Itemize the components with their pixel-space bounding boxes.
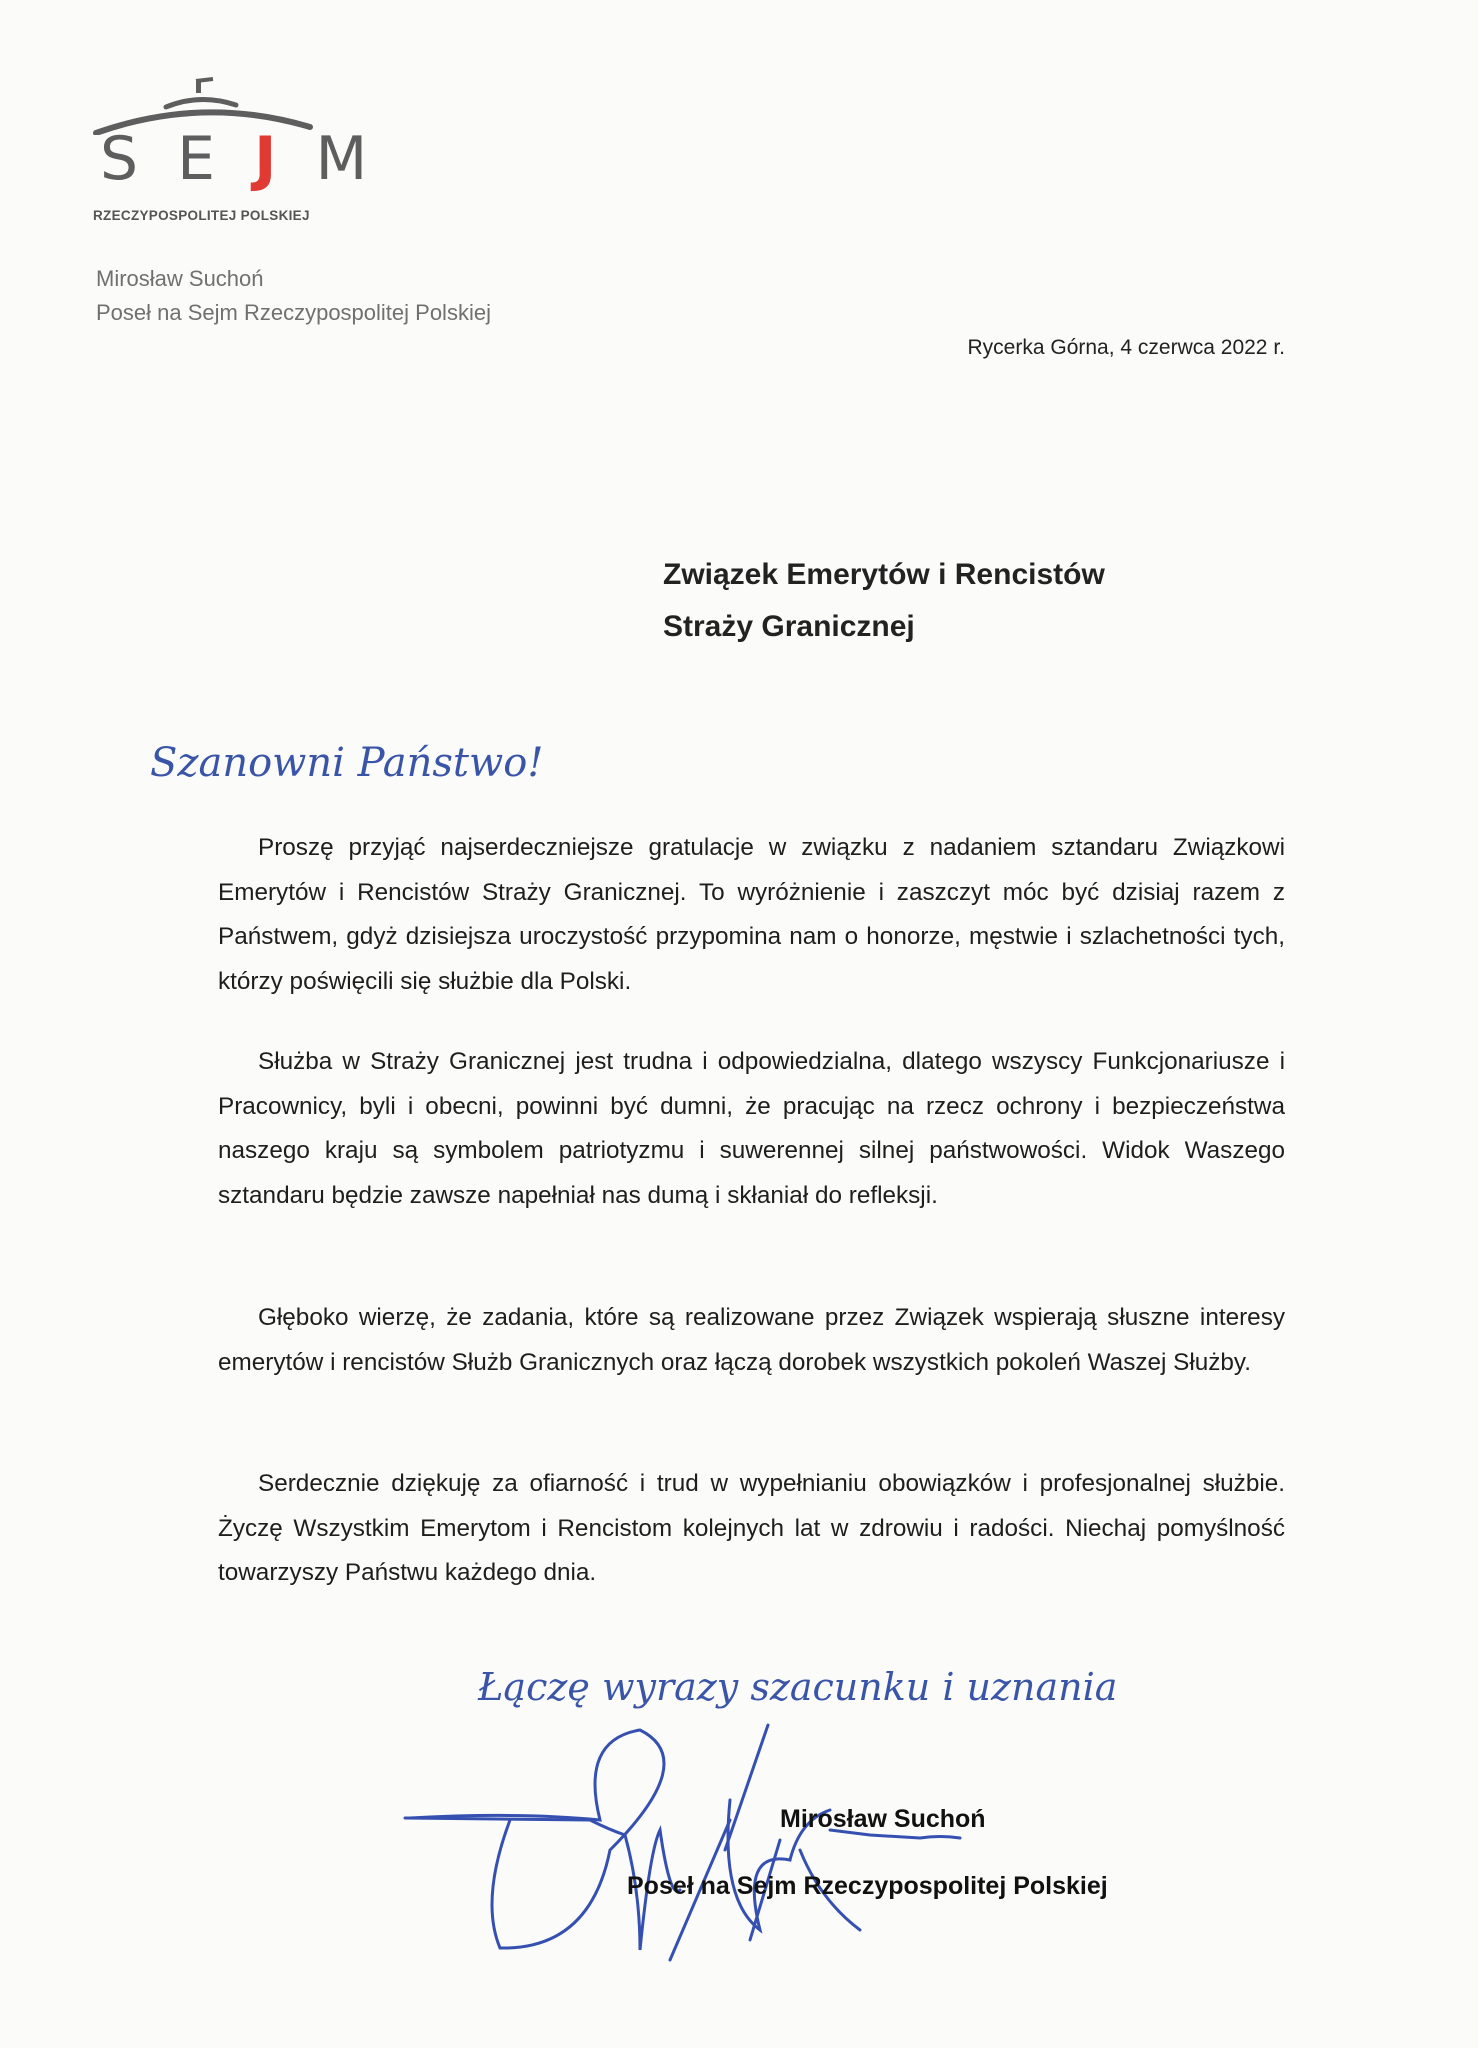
sender-name: Mirosław Suchoń [96,266,264,291]
sejm-logo-dome-icon [88,55,318,135]
handwritten-closing: Łączę wyrazy szacunku i uznania [478,1665,1118,1709]
body-paragraph: Serdecznie dziękuję za ofiarność i trud w wypełnianiu obowiązków i profesjonalnej służbie. Życzę Wszystkim Emerytom i Rencistom kolejnych lat w zdrowiu i radości. Niechaj pomyślność towarzyszy Państwu każdego dnia. [218,1470,1285,1586]
recipient-line-2: Straży Granicznej [663,610,915,643]
signature-title: Poseł na Sejm Rzeczypospolitej Polskiej [627,1872,1108,1900]
logo-wordmark: S E J M [100,124,378,194]
date-line: Rycerka Górna, 4 czerwca 2022 r. [967,336,1285,359]
body-paragraph: Proszę przyjąć najserdeczniejsze gratulacje w związku z nadaniem sztandaru Związkowi Emerytów i Rencistów Straży Granicznej. To wyróżnienie i zaszczyt móc być dzisiaj razem z Państwem, gdyż dzisiejsza uroczystość przypomina nam o honorze, męstwie i szlachetności tych, którzy poświęcili się służbie dla Polski. [218,834,1285,995]
handwritten-signature [400,1700,1300,2020]
logo-subtitle: RZECZYPOSPOLITEJ POLSKIEJ [93,208,310,223]
handwritten-greeting: Szanowni Państwo! [150,740,544,786]
body-paragraph: Głęboko wierzę, że zadania, które są realizowane przez Związek wspierają słuszne interesy emerytów i rencistów Służb Granicznych oraz łączą dorobek wszystkich pokoleń Waszej Służby. [218,1304,1285,1376]
signature-name: Mirosław Suchoń [780,1805,986,1833]
recipient-line-1: Związek Emerytów i Rencistów [663,558,1105,591]
sender-title: Poseł na Sejm Rzeczypospolitej Polskiej [96,300,491,325]
body-paragraph: Służba w Straży Granicznej jest trudna i odpowiedzialna, dlatego wszyscy Funkcjonariusze i Pracownicy, byli i obecni, powinni być dumni, że pracując na rzecz ochrony i bezpieczeństwa naszego kraju są symbolem patriotyzmu i suwerennej silnej państwowości. Widok Waszego sztandaru będzie zawsze napełniał nas dumą i skłaniał do refleksji. [218,1048,1285,1209]
